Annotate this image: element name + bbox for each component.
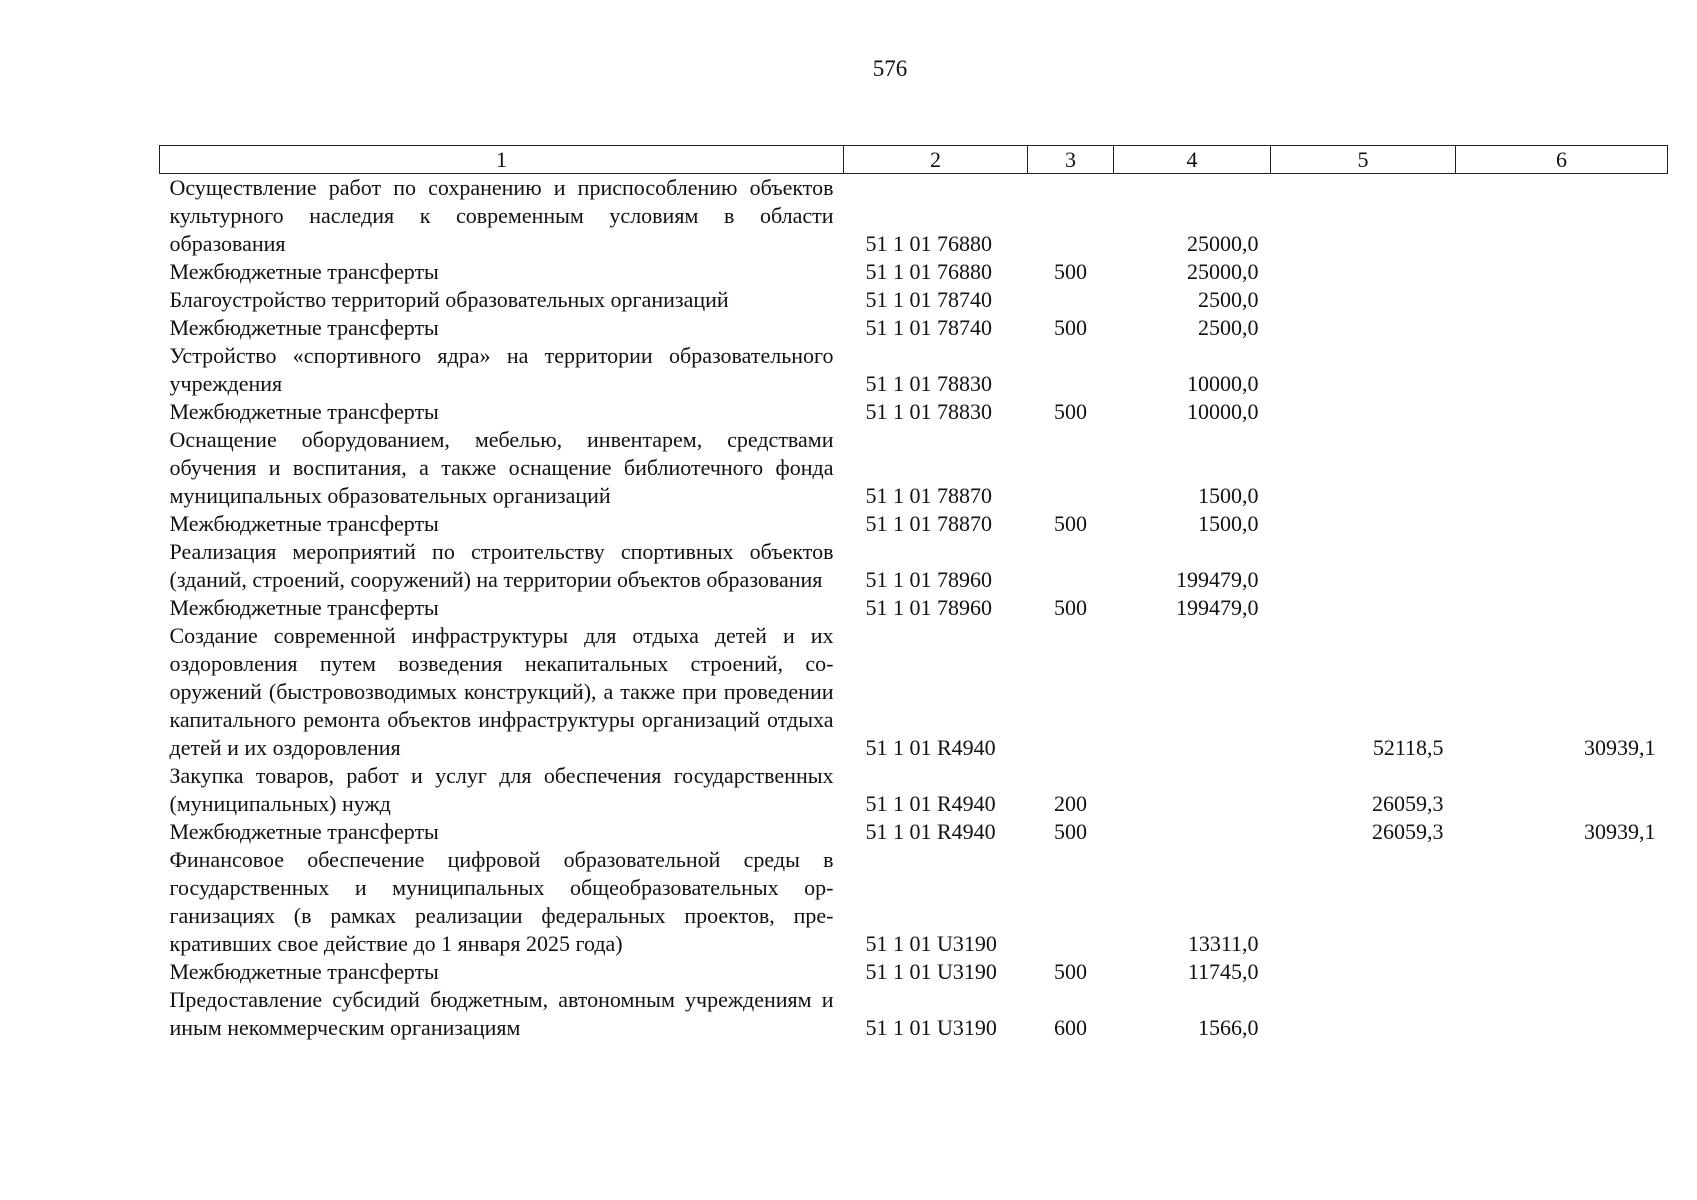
column-header-1: 1 xyxy=(160,146,844,174)
row-amount-col6-cell xyxy=(1456,538,1668,594)
row-amount-col5-cell xyxy=(1271,342,1456,398)
row-expense-type-cell: 500 xyxy=(1054,959,1087,984)
row-code-cell: 51 1 01 R4940 xyxy=(865,819,996,844)
page-number: 576 xyxy=(872,56,908,81)
row-amount-col6-cell: 30939,1 xyxy=(1584,819,1656,844)
row-name-cell: Межбюджетные трансферты xyxy=(169,399,439,424)
row-name-cell: Финансовое обеспечение цифровой образовательной среды в государственных и муниципальных общеобразовательных организациях (в рамках реализации федеральных проектов, прекративших свое действие до 1 января 2025 года) xyxy=(169,847,834,956)
row-code-cell: 51 1 01 78740 xyxy=(865,287,992,312)
row-expense-type-cell xyxy=(1028,622,1114,762)
row-amount-col5-cell xyxy=(1271,594,1456,622)
row-amount-col4-cell: 10000,0 xyxy=(1187,371,1259,396)
row-amount-col6-cell xyxy=(1456,510,1668,538)
row-expense-type-cell xyxy=(1028,426,1114,510)
row-amount-col4-cell: 25000,0 xyxy=(1187,259,1259,284)
row-amount-col4-cell: 1566,0 xyxy=(1198,1015,1259,1040)
row-amount-col5-cell xyxy=(1271,986,1456,1042)
row-name-cell: Закупка товаров, работ и услуг для обеспечения государственных (муниципальных) нужд xyxy=(169,763,834,816)
row-amount-col5-cell: 26059,3 xyxy=(1372,819,1444,844)
row-amount-col6-cell xyxy=(1456,314,1668,342)
table-row xyxy=(160,174,1668,259)
row-expense-type-cell xyxy=(1028,538,1114,594)
row-code-cell: 51 1 01 76880 xyxy=(865,259,992,284)
row-amount-col6-cell xyxy=(1456,398,1668,426)
row-amount-col5-cell xyxy=(1271,258,1456,286)
row-code-cell: 51 1 01 78830 xyxy=(865,371,992,396)
row-code-cell: 51 1 01 U3190 xyxy=(865,931,997,956)
table-row xyxy=(160,510,1668,538)
row-name-cell: Межбюджетные трансферты xyxy=(169,959,439,984)
row-code-cell: 51 1 01 U3190 xyxy=(865,1015,997,1040)
row-code-cell: 51 1 01 78960 xyxy=(865,595,992,620)
row-amount-col6-cell xyxy=(1456,342,1668,398)
table-row xyxy=(160,958,1668,986)
row-amount-col4-cell xyxy=(1114,762,1271,818)
row-amount-col6-cell xyxy=(1456,286,1668,314)
row-amount-col4-cell: 1500,0 xyxy=(1198,483,1259,508)
table-row xyxy=(160,398,1668,426)
row-name-cell: Устройство «спортивного ядра» на территории образовательного учреждения xyxy=(169,343,834,396)
row-expense-type-cell: 600 xyxy=(1054,1015,1087,1040)
table-row xyxy=(160,846,1668,958)
row-code-cell: 51 1 01 78870 xyxy=(865,483,992,508)
table-row xyxy=(160,818,1668,846)
row-amount-col6-cell xyxy=(1456,174,1668,259)
row-amount-col4-cell: 2500,0 xyxy=(1198,315,1259,340)
row-code-cell: 51 1 01 78830 xyxy=(865,399,992,424)
row-amount-col5-cell: 52118,5 xyxy=(1372,735,1444,760)
row-amount-col5-cell xyxy=(1271,846,1456,958)
row-amount-col5-cell xyxy=(1271,426,1456,510)
row-expense-type-cell xyxy=(1028,174,1114,259)
row-expense-type-cell: 500 xyxy=(1054,315,1087,340)
row-amount-col6-cell xyxy=(1456,986,1668,1042)
row-expense-type-cell xyxy=(1028,846,1114,958)
row-name-cell: Создание современной инфраструктуры для отдыха детей и их оздоровления путем возведения некапитальных строений, сооружений (быстровозводимых конструкций), а также при проведении капитального ремонта объектов инфраструктуры организаций отдыха детей и их оздоровления xyxy=(169,623,834,760)
row-code-cell: 51 1 01 U3190 xyxy=(865,959,997,984)
row-code-cell: 51 1 01 R4940 xyxy=(865,791,996,816)
row-amount-col4-cell: 25000,0 xyxy=(1187,231,1259,256)
row-expense-type-cell: 500 xyxy=(1054,595,1087,620)
row-name-cell: Благоустройство территорий образовательных организаций xyxy=(169,287,729,312)
row-amount-col4-cell: 11745,0 xyxy=(1187,959,1259,984)
table-row xyxy=(160,426,1668,510)
column-header-5: 5 xyxy=(1271,146,1456,174)
table-row xyxy=(160,762,1668,818)
row-amount-col4-cell: 10000,0 xyxy=(1187,399,1259,424)
row-amount-col4-cell xyxy=(1114,818,1271,846)
row-amount-col6-cell xyxy=(1456,594,1668,622)
row-amount-col5-cell xyxy=(1271,538,1456,594)
row-amount-col4-cell: 199479,0 xyxy=(1176,595,1259,620)
row-amount-col5-cell xyxy=(1271,314,1456,342)
row-amount-col5-cell xyxy=(1271,398,1456,426)
row-expense-type-cell: 500 xyxy=(1054,399,1087,424)
table-row xyxy=(160,538,1668,594)
row-name-cell: Межбюджетные трансферты xyxy=(169,315,439,340)
row-name-cell: Предоставление субсидий бюджетным, автономным учреждениям и иным некоммерческим организациям xyxy=(169,987,834,1040)
row-code-cell: 51 1 01 R4940 xyxy=(865,735,996,760)
table-row xyxy=(160,986,1668,1042)
row-name-cell: Межбюджетные трансферты xyxy=(169,259,439,284)
table-row xyxy=(160,314,1668,342)
row-amount-col5-cell: 26059,3 xyxy=(1372,791,1444,816)
row-name-cell: Осуществление работ по сохранению и приспособлению объектов культурного наследия к современным условиям в области образования xyxy=(169,175,834,256)
table-row xyxy=(160,342,1668,398)
row-code-cell: 51 1 01 78740 xyxy=(865,315,992,340)
row-expense-type-cell: 500 xyxy=(1054,511,1087,536)
row-name-cell: Межбюджетные трансферты xyxy=(169,511,439,536)
row-expense-type-cell: 500 xyxy=(1054,259,1087,284)
row-amount-col5-cell xyxy=(1271,510,1456,538)
row-expense-type-cell: 500 xyxy=(1054,819,1087,844)
row-amount-col4-cell xyxy=(1114,622,1271,762)
column-header-2: 2 xyxy=(844,146,1028,174)
row-amount-col6-cell xyxy=(1456,846,1668,958)
table-row xyxy=(160,258,1668,286)
table-row xyxy=(160,594,1668,622)
column-header-4: 4 xyxy=(1114,146,1271,174)
row-code-cell: 51 1 01 78870 xyxy=(865,511,992,536)
row-amount-col6-cell xyxy=(1456,762,1668,818)
row-amount-col4-cell: 2500,0 xyxy=(1198,287,1259,312)
table-row xyxy=(160,286,1668,314)
row-amount-col4-cell: 13311,0 xyxy=(1187,931,1259,956)
table-body xyxy=(160,174,1668,1043)
row-amount-col6-cell xyxy=(1456,258,1668,286)
row-amount-col6-cell xyxy=(1456,426,1668,510)
table-row xyxy=(160,622,1668,762)
row-amount-col4-cell: 1500,0 xyxy=(1198,511,1259,536)
row-code-cell: 51 1 01 76880 xyxy=(865,231,992,256)
row-expense-type-cell xyxy=(1028,286,1114,314)
row-amount-col6-cell xyxy=(1456,958,1668,986)
row-expense-type-cell xyxy=(1028,342,1114,398)
row-amount-col5-cell xyxy=(1271,286,1456,314)
row-amount-col5-cell xyxy=(1271,174,1456,259)
row-name-cell: Реализация мероприятий по строительству спортивных объектов (зданий, строений, сооружений) на территории объектов образования xyxy=(169,539,834,592)
column-header-3: 3 xyxy=(1028,146,1114,174)
row-name-cell: Оснащение оборудованием, мебелью, инвентарем, средствами обучения и воспитания, а также оснащение библиотечного фонда муниципальных образовательных организаций xyxy=(169,427,834,508)
row-amount-col5-cell xyxy=(1271,958,1456,986)
column-header-6: 6 xyxy=(1456,146,1668,174)
budget-table xyxy=(159,145,1668,1042)
row-amount-col6-cell: 30939,1 xyxy=(1584,735,1656,760)
row-amount-col4-cell: 199479,0 xyxy=(1176,567,1259,592)
table-header xyxy=(160,146,1668,174)
row-code-cell: 51 1 01 78960 xyxy=(865,567,992,592)
row-expense-type-cell: 200 xyxy=(1054,791,1087,816)
row-name-cell: Межбюджетные трансферты xyxy=(169,595,439,620)
row-name-cell: Межбюджетные трансферты xyxy=(169,819,439,844)
header-row xyxy=(160,146,1668,174)
